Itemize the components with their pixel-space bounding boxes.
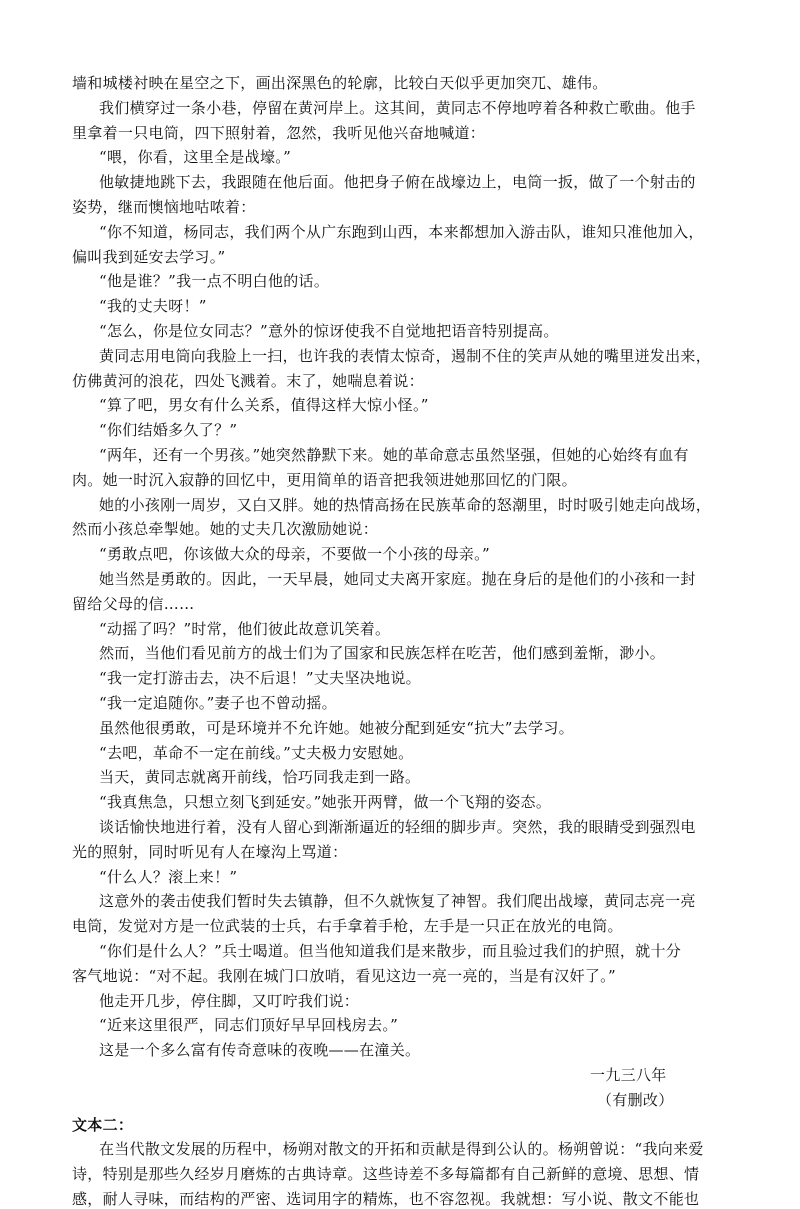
text-line: 诗，特别是那些久经岁月磨炼的古典诗章。这些诗差不多每篇都有自己新鲜的意境、思想、情 — [72, 1165, 700, 1184]
text-line: “他是谁？”我一点不明白他的话。 — [99, 272, 330, 291]
date-line: 一九三八年 — [590, 1066, 667, 1084]
text-line: 光的照射，同时听见有人在壕沟上骂道： — [72, 842, 348, 861]
text-line: “你不知道，杨同志，我们两个从广东跑到山西，本来都想加入游击队，谁知只准他加入， — [99, 222, 704, 241]
text-line: 当天，黄同志就离开前线，恰巧同我走到一路。 — [99, 768, 421, 787]
text-line: 里拿着一只电筒，四下照射着，忽然，我听见他兴奋地喊道： — [72, 123, 486, 142]
text-line: 感，耐人寻味，而结构的严密、选词用字的精炼，也不容忽视。我就想：写小说、散文不能也 — [72, 1190, 700, 1208]
text-line: “什么人？滚上来！” — [99, 867, 238, 886]
abridged-note: （有删改） — [597, 1090, 674, 1109]
text-line: “你们是什么人？”兵士喝道。但当他知道我们是来散步，而且验过我们的护照，就十分 — [99, 942, 682, 960]
text-line: “我的丈夫呀！” — [99, 297, 207, 316]
text-line: 墙和城楼衬映在星空之下，画出深黑色的轮廓，比较白天似乎更加突兀、雄伟。 — [72, 74, 608, 92]
text-line: “我真焦急，只想立刻飞到延安。”她张开两臂，做一个飞翔的姿态。 — [99, 793, 552, 812]
text-line: “算了吧，男女有什么关系，值得这样大惊小怪。” — [99, 396, 429, 415]
text-line: “近来这里很严，同志们顶好早早回栈房去。” — [99, 1016, 399, 1035]
text-line: 然而小孩总牵掣她。她的丈夫几次激励她说： — [72, 520, 379, 539]
text-line: 虽然他很勇敢，可是环境并不允许她。她被分配到延安“抗大”去学习。 — [99, 718, 574, 737]
text-line: 这意外的袭击使我们暂时失去镇静，但不久就恢复了神智。我们爬出战壕，黄同志亮一亮 — [99, 892, 696, 911]
text-line: 这是一个多么富有传奇意味的夜晚——在潼关。 — [99, 1041, 421, 1060]
text-line: “勇敢点吧，你该做大众的母亲，不要做一个小孩的母亲。” — [99, 545, 490, 564]
text-line: 他走开几步，停住脚，又叮咛我们说： — [99, 991, 360, 1010]
text-line: “我一定打游击去，决不后退！”丈夫坚决地说。 — [99, 669, 421, 688]
text-line: 电筒，发觉对方是一位武装的士兵，右手拿着手枪，左手是一只正在放光的电筒。 — [72, 917, 623, 936]
text-line: 她当然是勇敢的。因此，一天早晨，她同丈夫离开家庭。抛在身后的是他们的小孩和一封 — [99, 570, 696, 588]
text-line: 然而，当他们看见前方的战士们为了国家和民族怎样在吃苦，他们感到羞惭，渺小。 — [99, 644, 666, 663]
text-line: 偏叫我到延安去学习。” — [72, 247, 226, 266]
text-line: 黄同志用电筒向我脸上一扫，也许我的表情太惊奇，遏制不住的笑声从她的嘴里迸发出来， — [99, 346, 712, 365]
text-line: 肉。她一时沉入寂静的回忆中，更用简单的语音把我领进她那回忆的门限。 — [72, 470, 577, 489]
text-line: “去吧，革命不一定在前线。”丈夫极力安慰她。 — [99, 743, 414, 762]
text-line: “喂，你看，这里全是战壕。” — [99, 148, 292, 167]
text-line: 留给父母的信…… — [72, 594, 195, 613]
text-line: “两年，还有一个男孩。”她突然静默下来。她的革命意志虽然坚强，但她的心始终有血有 — [99, 446, 689, 464]
section-heading-text2: 文本二： — [72, 1115, 134, 1134]
text-line: 在当代散文发展的历程中，杨朔对散文的开拓和贡献是得到公认的。杨朔曾说：“我向来爱 — [99, 1140, 704, 1159]
text-line: 谈话愉快地进行着，没有人留心到渐渐逼近的轻细的脚步声。突然，我的眼睛受到强烈电 — [99, 818, 696, 836]
text-line: 仿佛黄河的浪花，四处飞溅着。末了，她喘息着说： — [72, 371, 424, 390]
text-line: “你们结婚多久了？” — [99, 421, 238, 440]
text-line: “怎么，你是位女同志？”意外的惊讶使我不自觉地把语音特别提高。 — [99, 322, 559, 340]
text-line: 我们横穿过一条小巷，停留在黄河岸上。这其间，黄同志不停地哼着各种救亡歌曲。他手 — [99, 98, 696, 117]
text-line: 他敏捷地跳下去，我跟随在他后面。他把身子俯在战壕边上，电筒一扳，做了一个射击的 — [99, 173, 696, 192]
text-line: 客气地说：“对不起。我刚在城门口放哨，看见这边一亮一亮的，当是有汉奸了。” — [72, 966, 616, 985]
text-line: “我一定追随你。”妻子也不曾动摇。 — [99, 694, 337, 712]
text-line: 姿势，继而懊恼地咕哝着： — [72, 198, 256, 216]
text-line: “动摇了吗？”时常，他们彼此故意讥笑着。 — [99, 619, 391, 638]
text-line: 她的小孩刚一周岁，又白又胖。她的热情高扬在民族革命的怒潮里，时时吸引她走向战场， — [99, 495, 712, 514]
